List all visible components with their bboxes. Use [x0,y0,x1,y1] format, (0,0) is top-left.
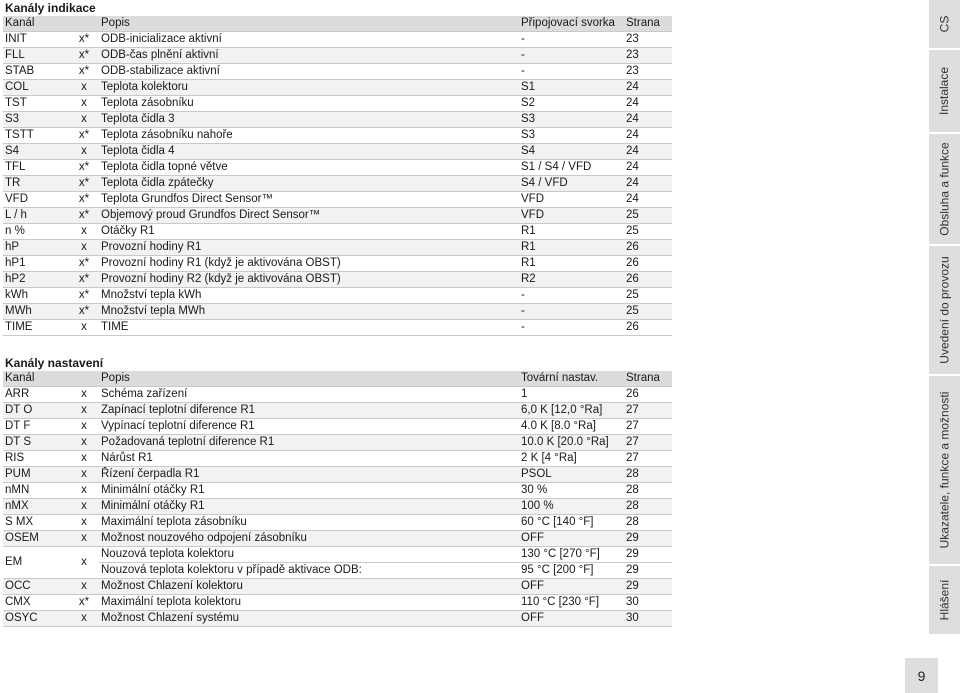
cell-description: Nouzová teplota kolektoru v případě aktivace ODB: [99,563,519,579]
cell-value: VFD [519,192,624,208]
cell-value: R1 [519,256,624,272]
cell-channel: DT O [3,403,69,419]
cell-channel: TSTT [3,128,69,144]
cell-flag: x* [69,208,99,224]
cell-description: Schéma zařízení [99,387,519,403]
cell-description: Otáčky R1 [99,224,519,240]
cell-page: 25 [624,304,672,320]
tab-label: Obsluha a funkce [937,142,952,236]
cell-flag: x [69,320,99,336]
cell-flag: x [69,483,99,499]
cell-description: Teplota čidla topné větve [99,160,519,176]
cell-value: 10.0 K [20.0 °Ra] [519,435,624,451]
settings-table [3,371,672,627]
cell-description: ODB-stabilizace aktivní [99,64,519,80]
cell-flag: x [69,112,99,128]
header-description: Popis [99,16,519,32]
cell-value: 6,0 K [12,0 °Ra] [519,403,624,419]
cell-page: 26 [624,256,672,272]
settings-row [3,595,672,611]
cell-value: 4.0 K [8.0 °Ra] [519,419,624,435]
settings-row [3,483,672,499]
cell-channel: TST [3,96,69,112]
cell-channel: COL [3,80,69,96]
cell-page: 28 [624,483,672,499]
cell-description: Možnost Chlazení kolektoru [99,579,519,595]
cell-description: Množství tepla kWh [99,288,519,304]
cell-value: - [519,48,624,64]
header-factory-setting: Tovární nastav. [519,371,624,387]
cell-value: 30 % [519,483,624,499]
cell-value: - [519,304,624,320]
tab-cs[interactable] [929,0,960,48]
indication-row [3,272,672,288]
cell-page: 27 [624,451,672,467]
section-sidebar [929,0,960,634]
cell-page: 25 [624,288,672,304]
cell-description: Řízení čerpadla R1 [99,467,519,483]
cell-page: 28 [624,467,672,483]
cell-channel: hP2 [3,272,69,288]
cell-channel: OCC [3,579,69,595]
cell-channel: OSYC [3,611,69,627]
settings-row [3,451,672,467]
cell-description: Provozní hodiny R1 (když je aktivována OBST) [99,256,519,272]
settings-row [3,611,672,627]
cell-flag: x [69,579,99,595]
cell-page: 27 [624,419,672,435]
settings-row [3,435,672,451]
cell-channel: FLL [3,48,69,64]
indication-row [3,320,672,336]
cell-value: 100 % [519,499,624,515]
cell-description: Maximální teplota kolektoru [99,595,519,611]
cell-page: 26 [624,272,672,288]
indication-row [3,192,672,208]
cell-page: 29 [624,547,672,563]
header-page: Strana [624,371,672,387]
header-flag [69,16,99,32]
cell-page: 25 [624,208,672,224]
indication-row [3,144,672,160]
header-terminal: Připojovací svorka [519,16,624,32]
cell-page: 24 [624,192,672,208]
cell-value: 1 [519,387,624,403]
cell-page: 24 [624,160,672,176]
cell-page: 28 [624,515,672,531]
cell-value: S1 [519,80,624,96]
indication-row [3,48,672,64]
cell-flag: x* [69,304,99,320]
tab-label: CS [937,15,952,33]
settings-row [3,579,672,595]
cell-value: 95 °C [200 °F] [519,563,624,579]
indication-row [3,96,672,112]
cell-channel: TFL [3,160,69,176]
cell-value: 60 °C [140 °F] [519,515,624,531]
cell-flag: x [69,224,99,240]
cell-flag: x [69,387,99,403]
cell-flag: x [69,611,99,627]
cell-page: 27 [624,403,672,419]
indication-row [3,160,672,176]
cell-description: ODB-čas plnění aktivní [99,48,519,64]
cell-description: Provozní hodiny R2 (když je aktivována OBST) [99,272,519,288]
cell-description: Minimální otáčky R1 [99,483,519,499]
cell-flag: x* [69,160,99,176]
cell-channel: CMX [3,595,69,611]
cell-flag: x [69,467,99,483]
tab-hlaseni[interactable] [929,566,960,634]
cell-channel: S4 [3,144,69,160]
cell-channel: STAB [3,64,69,80]
cell-channel: hP1 [3,256,69,272]
cell-value: - [519,64,624,80]
cell-channel: PUM [3,467,69,483]
cell-flag: x [69,435,99,451]
settings-row [3,419,672,435]
cell-value: S3 [519,112,624,128]
indication-header-row [3,16,672,32]
cell-page: 27 [624,435,672,451]
cell-channel: VFD [3,192,69,208]
cell-flag: x* [69,272,99,288]
cell-value: 2 K [4 °Ra] [519,451,624,467]
indication-row [3,256,672,272]
cell-channel: TR [3,176,69,192]
cell-value: - [519,288,624,304]
cell-page: 30 [624,595,672,611]
cell-channel: DT S [3,435,69,451]
cell-channel: S3 [3,112,69,128]
cell-page: 26 [624,320,672,336]
cell-flag: x [69,451,99,467]
cell-value: 110 °C [230 °F] [519,595,624,611]
cell-channel: L / h [3,208,69,224]
tab-instalace[interactable] [929,50,960,132]
cell-value: R1 [519,240,624,256]
cell-flag: x* [69,32,99,48]
indication-row [3,112,672,128]
cell-value: S2 [519,96,624,112]
cell-value: S1 / S4 / VFD [519,160,624,176]
cell-page: 30 [624,611,672,627]
cell-page: 24 [624,112,672,128]
indication-row [3,240,672,256]
cell-channel: n % [3,224,69,240]
cell-channel: RIS [3,451,69,467]
cell-channel: MWh [3,304,69,320]
cell-channel: INIT [3,32,69,48]
cell-description: ODB-inicializace aktivní [99,32,519,48]
cell-flag: x* [69,128,99,144]
cell-channel: nMX [3,499,69,515]
cell-flag: x* [69,288,99,304]
indication-row [3,208,672,224]
cell-description: Teplota zásobníku nahoře [99,128,519,144]
tab-label: Instalace [937,66,952,116]
tab-uvedeni-do-provozu[interactable] [929,246,960,374]
cell-channel: DT F [3,419,69,435]
cell-value: OFF [519,579,624,595]
cell-flag: x* [69,64,99,80]
settings-row-em-sub [3,563,672,579]
cell-page: 23 [624,32,672,48]
header-flag [69,371,99,387]
cell-channel: TIME [3,320,69,336]
cell-description: Provozní hodiny R1 [99,240,519,256]
cell-description: Teplota čidla 4 [99,144,519,160]
cell-value: 130 °C [270 °F] [519,547,624,563]
cell-page: 25 [624,224,672,240]
cell-value: OFF [519,611,624,627]
indication-row [3,176,672,192]
cell-flag: x [69,96,99,112]
cell-flag: x [69,144,99,160]
cell-flag: x [69,419,99,435]
cell-value: R1 [519,224,624,240]
indication-row [3,304,672,320]
cell-value: - [519,32,624,48]
cell-value: S4 / VFD [519,176,624,192]
cell-page: 24 [624,144,672,160]
cell-page: 29 [624,531,672,547]
settings-row [3,387,672,403]
cell-description: Teplota Grundfos Direct Sensor™ [99,192,519,208]
settings-row [3,499,672,515]
cell-flag: x [69,531,99,547]
cell-page: 28 [624,499,672,515]
indication-table [3,16,672,336]
settings-row [3,515,672,531]
cell-page: 29 [624,579,672,595]
cell-description: Nouzová teplota kolektoru [99,547,519,563]
indication-row [3,288,672,304]
cell-description: Vypínací teplotní diference R1 [99,419,519,435]
cell-flag: x [69,547,99,579]
cell-flag: x [69,403,99,419]
settings-row-em [3,547,672,563]
indication-row [3,80,672,96]
cell-description: Objemový proud Grundfos Direct Sensor™ [99,208,519,224]
cell-page: 24 [624,128,672,144]
cell-page: 29 [624,563,672,579]
cell-page: 24 [624,176,672,192]
tab-label: Uvedení do provozu [937,256,952,364]
cell-value: VFD [519,208,624,224]
cell-value: S3 [519,128,624,144]
indication-row [3,32,672,48]
cell-channel: hP [3,240,69,256]
cell-description: Minimální otáčky R1 [99,499,519,515]
cell-description: Požadovaná teplotní diference R1 [99,435,519,451]
settings-row [3,531,672,547]
cell-flag: x* [69,192,99,208]
cell-description: Zapínací teplotní diference R1 [99,403,519,419]
tab-label: Ukazatele, funkce a možnosti [937,391,952,549]
cell-flag: x* [69,595,99,611]
cell-channel: ARR [3,387,69,403]
cell-flag: x* [69,256,99,272]
settings-header-row [3,371,672,387]
cell-page: 23 [624,64,672,80]
cell-page: 24 [624,80,672,96]
cell-page: 26 [624,240,672,256]
cell-flag: x [69,499,99,515]
indication-row [3,224,672,240]
indication-title: Kanály indikace [5,1,96,15]
cell-channel: EM [3,547,69,579]
header-channel: Kanál [3,16,69,32]
header-description: Popis [99,371,519,387]
indication-row [3,128,672,144]
channel-tables [3,0,672,627]
header-page: Strana [624,16,672,32]
cell-value: - [519,320,624,336]
cell-description: Maximální teplota zásobníku [99,515,519,531]
cell-page: 23 [624,48,672,64]
cell-description: Možnost nouzového odpojení zásobníku [99,531,519,547]
cell-value: OFF [519,531,624,547]
cell-flag: x [69,80,99,96]
cell-description: Teplota čidla 3 [99,112,519,128]
cell-flag: x [69,515,99,531]
cell-description: Teplota kolektoru [99,80,519,96]
cell-page: 24 [624,96,672,112]
cell-page: 26 [624,387,672,403]
settings-row [3,403,672,419]
cell-description: Množství tepla MWh [99,304,519,320]
cell-value: S4 [519,144,624,160]
settings-title: Kanály nastavení [5,356,104,370]
page-number: 9 [905,658,938,693]
cell-channel: OSEM [3,531,69,547]
cell-flag: x* [69,176,99,192]
cell-flag: x* [69,48,99,64]
indication-row [3,64,672,80]
cell-description: TIME [99,320,519,336]
cell-value: R2 [519,272,624,288]
cell-channel: nMN [3,483,69,499]
tab-ukazatele[interactable] [929,376,960,564]
cell-description: Teplota čidla zpátečky [99,176,519,192]
cell-flag: x [69,240,99,256]
tab-label: Hlášení [937,579,952,621]
cell-description: Teplota zásobníku [99,96,519,112]
tab-obsluha-a-funkce[interactable] [929,134,960,244]
header-channel: Kanál [3,371,69,387]
cell-description: Možnost Chlazení systému [99,611,519,627]
cell-value: PSOL [519,467,624,483]
cell-channel: kWh [3,288,69,304]
cell-channel: S MX [3,515,69,531]
cell-description: Nárůst R1 [99,451,519,467]
settings-row [3,467,672,483]
